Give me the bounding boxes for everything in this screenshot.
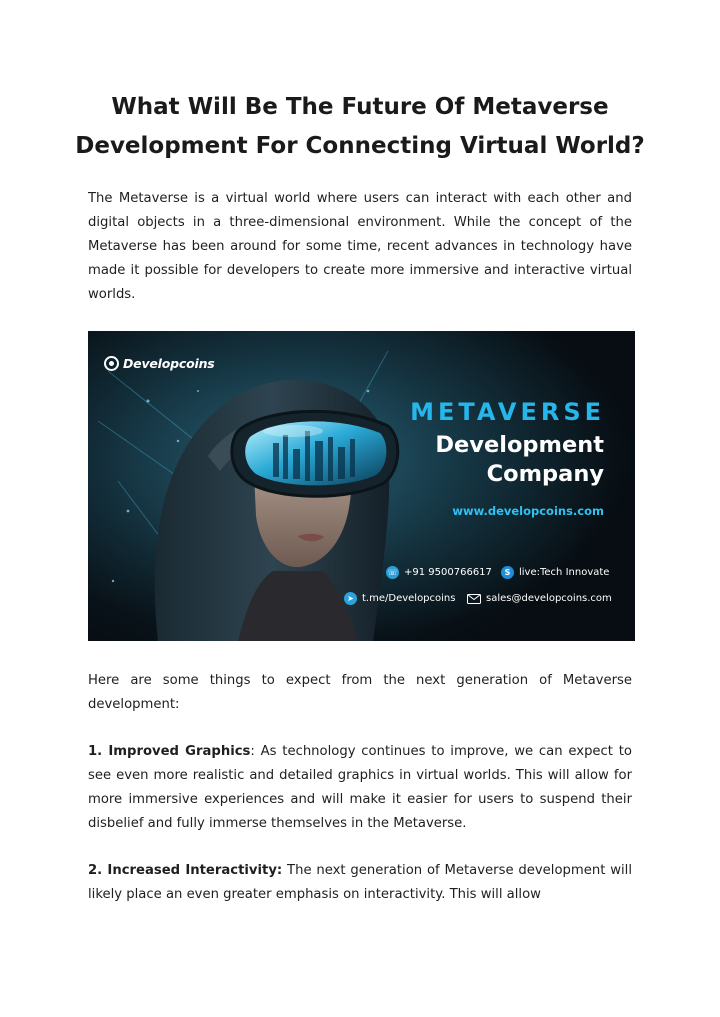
intro-paragraph: The Metaverse is a virtual world where users can interact with each other and digital objects in a three-dimensional environment. While the concept of the Metaverse has been around for some time, recent advances in technology have made it possible for developers to create more immersive and interactive virtual worlds. <box>88 191 632 302</box>
title-line-2: Development For Connecting Virtual World? <box>75 133 645 159</box>
item-heading: 1. Improved Graphics <box>88 744 251 759</box>
banner-phone <box>386 566 492 579</box>
list-item <box>88 740 632 836</box>
page-title <box>60 88 660 166</box>
phone-icon: ☏ <box>386 566 399 579</box>
expect-paragraph: Here are some things to expect from the next generation of Metaverse development: <box>88 673 632 712</box>
telegram-icon: ➤ <box>344 592 357 605</box>
banner-skype-text: live:Tech Innovate <box>519 567 610 578</box>
logo-mark-icon <box>104 356 119 371</box>
logo-text: Developcoins <box>123 356 215 371</box>
item-text: As technology continues to improve, we can expect to see even more realistic and detailed graphics in virtual worlds. This will allow for more immersive experiences and will make it easier for users to suspend their disbelief and fully immerse themselves in the Metaverse. <box>88 744 632 831</box>
mail-icon <box>467 592 481 605</box>
banner-headline: METAVERSE <box>410 398 605 426</box>
banner-email-text: sales@developcoins.com <box>486 593 612 604</box>
list-item <box>88 859 632 907</box>
title-line-1: What Will Be The Future Of Metaverse <box>111 94 609 120</box>
banner-subhead <box>435 431 604 489</box>
banner-skype <box>501 566 609 579</box>
banner-telegram <box>344 592 455 605</box>
developcoins-logo <box>104 356 215 371</box>
metaverse-banner <box>88 331 635 641</box>
item-heading: 2. Increased Interactivity: <box>88 863 283 878</box>
banner-telegram-text: t.me/Developcoins <box>362 593 456 604</box>
item-separator: : <box>250 744 255 759</box>
banner-subhead-line-2: Company <box>486 461 604 487</box>
skype-icon: S <box>501 566 514 579</box>
item-text: The next generation of Metaverse development will likely place an even greater emphasis on interactivity. This will allow <box>88 863 632 902</box>
banner-website: www.developcoins.com <box>452 504 604 518</box>
banner-phone-text: +91 9500766617 <box>404 567 492 578</box>
banner-subhead-line-1: Development <box>435 432 604 458</box>
banner-email <box>467 592 612 605</box>
